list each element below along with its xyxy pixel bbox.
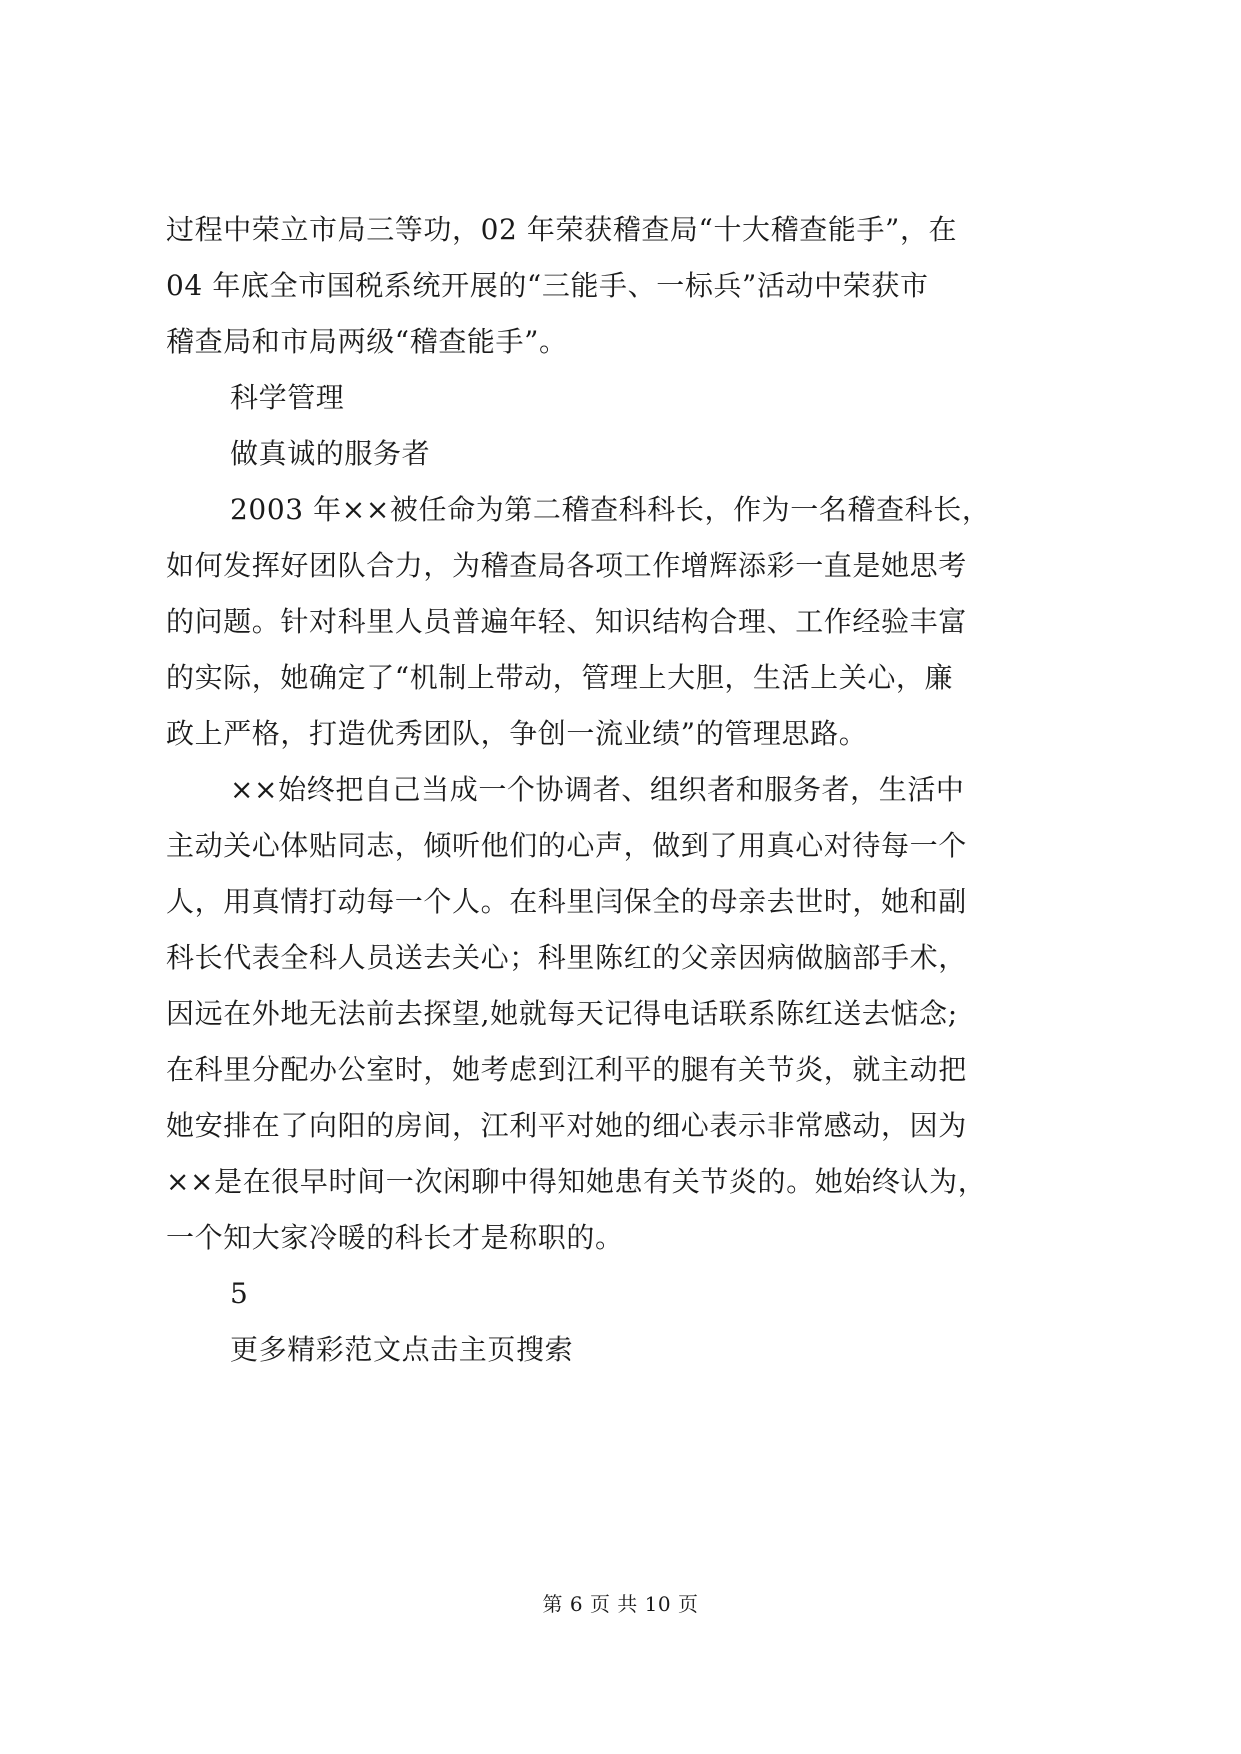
paragraph-line: 因远在外地无法前去探望,她就每天记得电话联系陈红送去惦念; bbox=[166, 997, 958, 1030]
section-subheading: 做真诚的服务者 bbox=[230, 437, 431, 470]
promo-line: 更多精彩范文点击主页搜索 bbox=[230, 1333, 574, 1366]
paragraph-line: 稽查局和市局两级“稽查能手”。 bbox=[166, 325, 568, 358]
paragraph-line: ××是在很早时间一次闲聊中得知她患有关节炎的。她始终认为， bbox=[166, 1165, 987, 1198]
paragraph-line: ××始终把自己当成一个协调者、组织者和服务者，生活中 bbox=[230, 773, 965, 806]
paragraph-line: 的问题。针对科里人员普遍年轻、知识结构合理、工作经验丰富 bbox=[166, 605, 967, 638]
page-number-text: 5 bbox=[230, 1277, 249, 1310]
paragraph-line: 的实际，她确定了“机制上带动，管理上大胆，生活上关心，廉 bbox=[166, 661, 954, 694]
page-footer: 第 6 页 共 10 页 bbox=[542, 1592, 699, 1616]
paragraph-line: 人，用真情打动每一个人。在科里闫保全的母亲去世时，她和副 bbox=[166, 885, 967, 918]
section-heading: 科学管理 bbox=[230, 381, 345, 414]
paragraph-line: 主动关心体贴同志，倾听他们的心声，做到了用真心对待每一个 bbox=[166, 829, 967, 862]
paragraph-line: 她安排在了向阳的房间，江利平对她的细心表示非常感动，因为 bbox=[166, 1109, 967, 1142]
paragraph-line: 一个知大家冷暖的科长才是称职的。 bbox=[166, 1221, 624, 1254]
paragraph-line: 在科里分配办公室时，她考虑到江利平的腿有关节炎，就主动把 bbox=[166, 1053, 967, 1086]
paragraph-line: 过程中荣立市局三等功，02 年荣获稽查局“十大稽查能手”，在 bbox=[166, 213, 958, 246]
paragraph-line: 如何发挥好团队合力，为稽查局各项工作增辉添彩一直是她思考 bbox=[166, 549, 967, 582]
paragraph-line: 政上严格，打造优秀团队，争创一流业绩”的管理思路。 bbox=[166, 717, 868, 750]
paragraph-line: 04 年底全市国税系统开展的“三能手、一标兵”活动中荣获市 bbox=[166, 269, 929, 302]
paragraph-line: 2003 年××被任命为第二稽查科科长，作为一名稽查科长， bbox=[230, 493, 991, 526]
paragraph-line: 科长代表全科人员送去关心；科里陈红的父亲因病做脑部手术， bbox=[166, 941, 967, 974]
